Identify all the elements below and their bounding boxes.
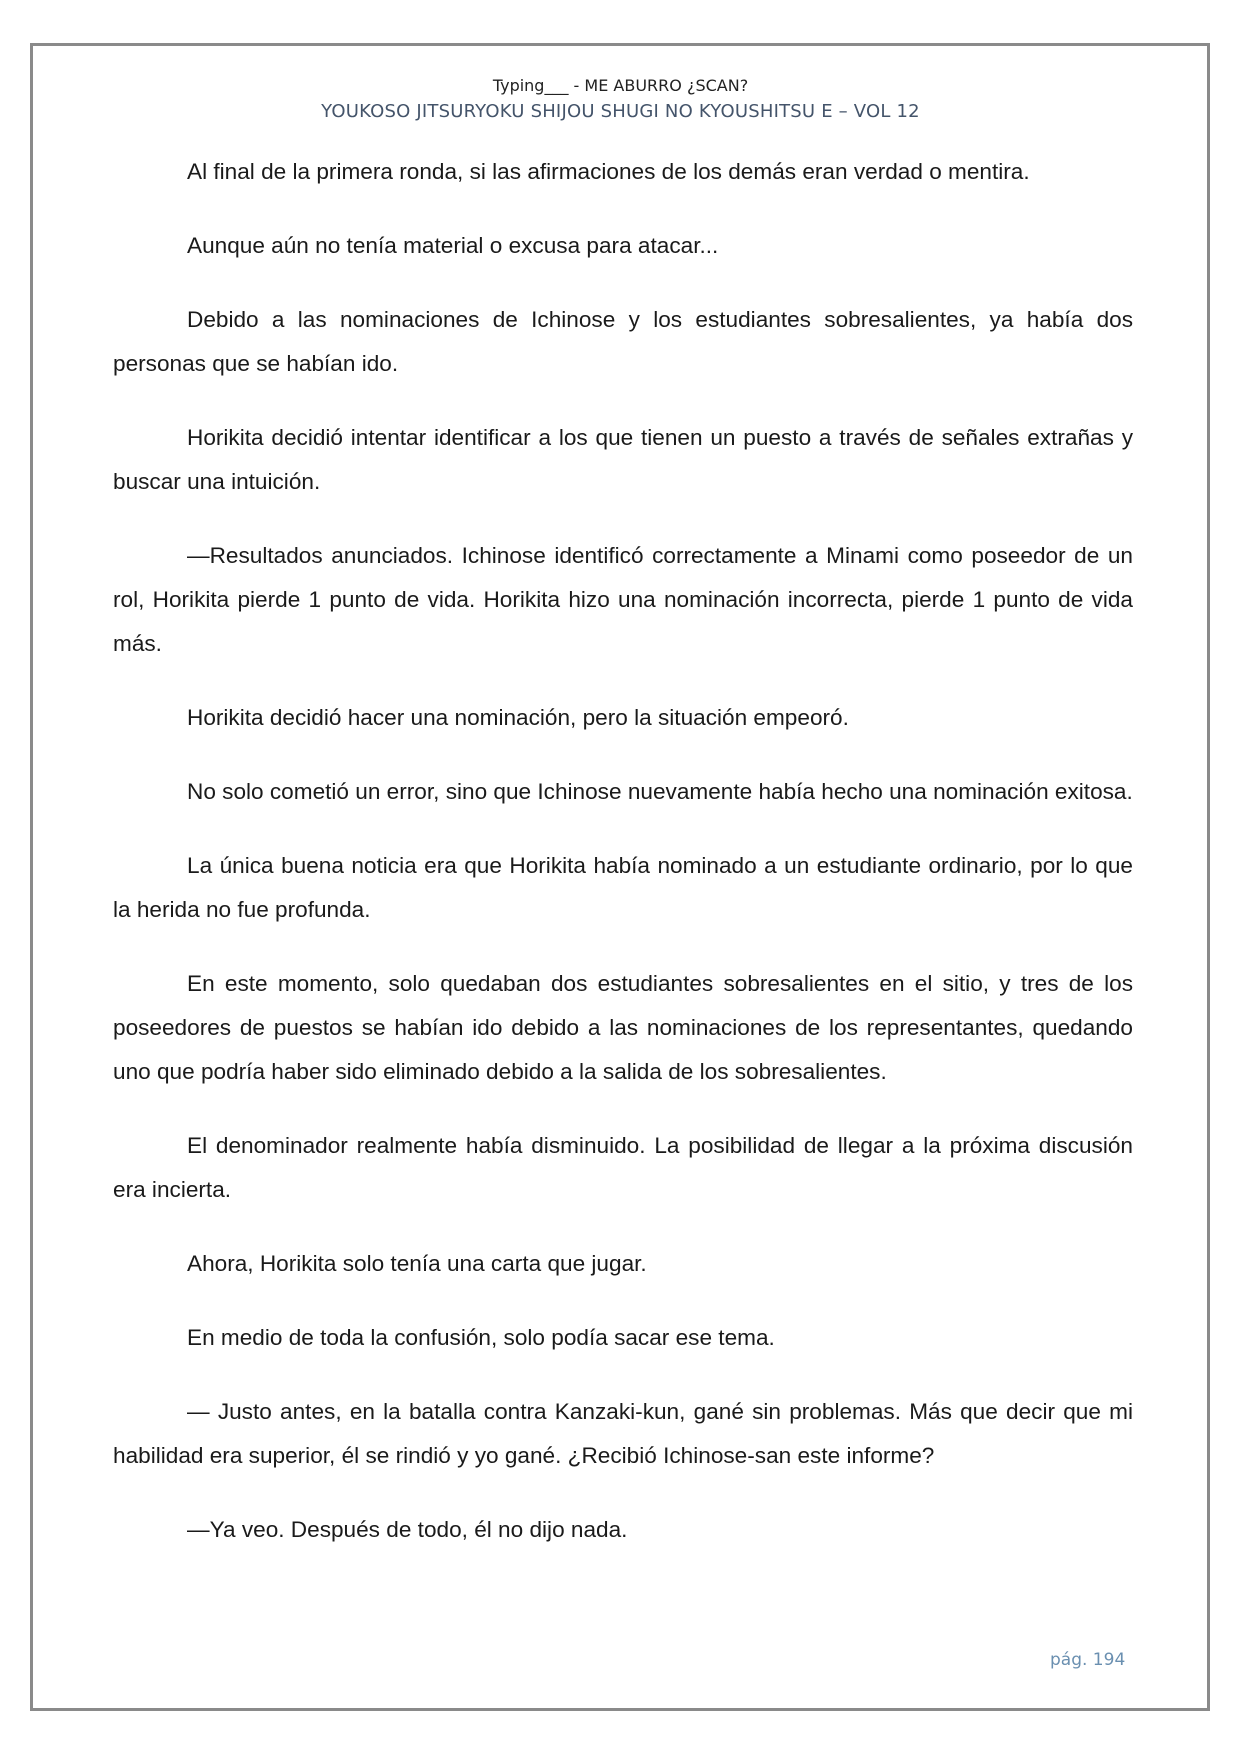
paragraph: Horikita decidió intentar identificar a los que tienen un puesto a través de señales extrañas y buscar una intuición. bbox=[113, 425, 1133, 494]
paragraph: Aunque aún no tenía material o excusa para atacar... bbox=[187, 233, 719, 258]
paragraph: —Resultados anunciados. Ichinose identificó correctamente a Minami como poseedor de un rol, Horikita pierde 1 punto de vida. Horikita hizo una nominación incorrecta, pierde 1 punto de vida más. bbox=[113, 543, 1133, 656]
paragraph: Al final de la primera ronda, si las afirmaciones de los demás eran verdad o mentira. bbox=[187, 159, 1030, 184]
page-header bbox=[0, 73, 1241, 125]
paragraph: —Ya veo. Después de todo, él no dijo nada. bbox=[187, 1517, 628, 1542]
document-body bbox=[113, 150, 1133, 1582]
paragraph: En este momento, solo quedaban dos estudiantes sobresalientes en el sitio, y tres de los poseedores de puestos se habían ido debido a las nominaciones de los representantes, quedando uno que podría haber sido eliminado debido a la salida de los sobresalientes. bbox=[113, 971, 1133, 1084]
paragraph: No solo cometió un error, sino que Ichinose nuevamente había hecho una nominación exitosa. bbox=[187, 779, 1133, 804]
paragraph: Horikita decidió hacer una nominación, pero la situación empeoró. bbox=[187, 705, 849, 730]
paragraph: Ahora, Horikita solo tenía una carta que jugar. bbox=[187, 1251, 647, 1276]
paragraph: En medio de toda la confusión, solo podía sacar ese tema. bbox=[187, 1325, 775, 1350]
page-number: pág. 194 bbox=[1050, 1650, 1126, 1670]
paragraph: La única buena noticia era que Horikita había nominado a un estudiante ordinario, por lo que la herida no fue profunda. bbox=[113, 853, 1133, 922]
paragraph: — Justo antes, en la batalla contra Kanzaki-kun, gané sin problemas. Más que decir que mi habilidad era superior, él se rindió y yo gané. ¿Recibió Ichinose-san este informe? bbox=[113, 1399, 1133, 1468]
paragraph: Debido a las nominaciones de Ichinose y los estudiantes sobresalientes, ya había dos personas que se habían ido. bbox=[113, 307, 1133, 376]
header-credit: Typing___ - ME ABURRO ¿SCAN? bbox=[492, 76, 749, 95]
paragraph: El denominador realmente había disminuido. La posibilidad de llegar a la próxima discusión era incierta. bbox=[113, 1133, 1133, 1202]
header-book-title: YOUKOSO JITSURYOKU SHIJOU SHUGI NO KYOUSHITSU E – VOL 12 bbox=[321, 101, 920, 122]
